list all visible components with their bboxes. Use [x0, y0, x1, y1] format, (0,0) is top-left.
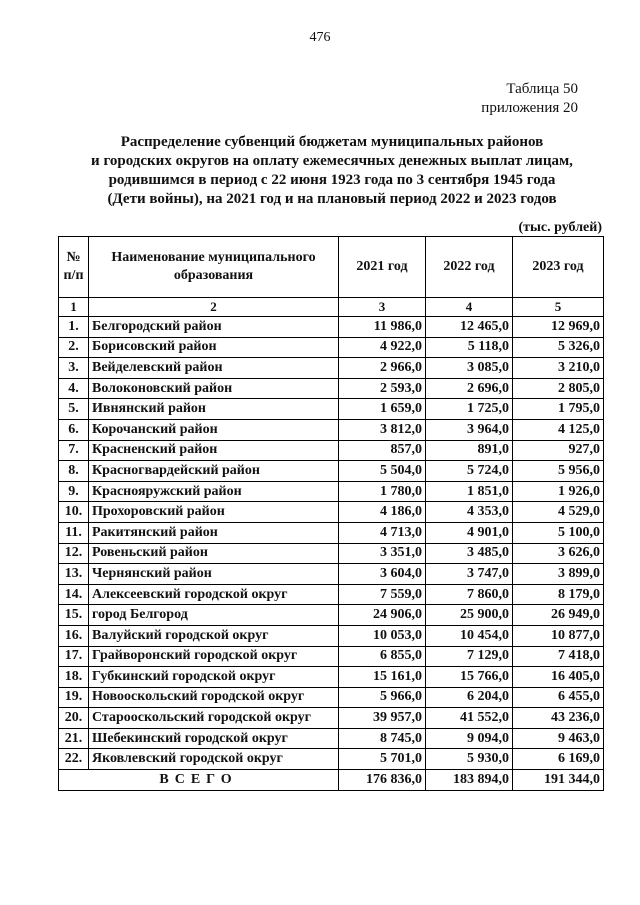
value-2023: 2 805,0	[513, 378, 604, 399]
table-reference-line2: приложения 20	[481, 100, 578, 116]
row-number: 15.	[59, 605, 89, 626]
value-2022: 5 930,0	[426, 749, 513, 770]
table-row	[59, 481, 604, 502]
value-2023: 4 125,0	[513, 419, 604, 440]
row-number: 16.	[59, 625, 89, 646]
value-2022: 9 094,0	[426, 728, 513, 749]
row-name: Яковлевский городской округ	[89, 749, 339, 770]
table-row	[59, 605, 604, 626]
value-2021: 4 922,0	[339, 337, 426, 358]
row-name: Старооскольский городской округ	[89, 708, 339, 729]
value-2023: 16 405,0	[513, 667, 604, 688]
total-2021: 176 836,0	[339, 770, 426, 791]
value-2023: 10 877,0	[513, 625, 604, 646]
value-2021: 24 906,0	[339, 605, 426, 626]
subsidy-table	[58, 236, 604, 791]
value-2021: 3 604,0	[339, 564, 426, 585]
column-number: 3	[339, 298, 426, 317]
value-2023: 5 956,0	[513, 461, 604, 482]
row-name: Красногвардейский район	[89, 461, 339, 482]
row-name: Ровеньский район	[89, 543, 339, 564]
table-row	[59, 358, 604, 379]
row-number: 14.	[59, 584, 89, 605]
row-name: Валуйский городской округ	[89, 625, 339, 646]
row-number: 21.	[59, 728, 89, 749]
value-2022: 1 725,0	[426, 399, 513, 420]
column-number: 2	[89, 298, 339, 317]
value-2021: 5 966,0	[339, 687, 426, 708]
row-number: 7.	[59, 440, 89, 461]
header-name: Наименование муниципального образования	[89, 237, 339, 298]
value-2023: 927,0	[513, 440, 604, 461]
row-name: Волоконовский район	[89, 378, 339, 399]
row-name: Борисовский район	[89, 337, 339, 358]
row-number: 2.	[59, 337, 89, 358]
row-name: город Белгород	[89, 605, 339, 626]
table-row	[59, 399, 604, 420]
value-2022: 25 900,0	[426, 605, 513, 626]
table-row	[59, 708, 604, 729]
row-name: Корочанский район	[89, 419, 339, 440]
row-number: 17.	[59, 646, 89, 667]
table-row	[59, 337, 604, 358]
row-number: 20.	[59, 708, 89, 729]
row-number: 12.	[59, 543, 89, 564]
value-2023: 12 969,0	[513, 317, 604, 338]
value-2022: 41 552,0	[426, 708, 513, 729]
document-title	[60, 133, 604, 209]
row-number: 5.	[59, 399, 89, 420]
value-2021: 10 053,0	[339, 625, 426, 646]
table-row	[59, 667, 604, 688]
value-2022: 891,0	[426, 440, 513, 461]
table-reference-line1: Таблица 50	[506, 81, 578, 97]
title-line4: (Дети войны), на 2021 год и на плановый период 2022 и 2023 годов	[107, 191, 557, 207]
header-2021: 2021 год	[339, 237, 426, 298]
row-number: 9.	[59, 481, 89, 502]
column-numbers-row	[59, 298, 604, 317]
row-name: Прохоровский район	[89, 502, 339, 523]
value-2021: 4 186,0	[339, 502, 426, 523]
value-2021: 3 812,0	[339, 419, 426, 440]
row-name: Красненский район	[89, 440, 339, 461]
row-number: 10.	[59, 502, 89, 523]
row-number: 11.	[59, 522, 89, 543]
table-row	[59, 317, 604, 338]
row-name: Белгородский район	[89, 317, 339, 338]
value-2021: 6 855,0	[339, 646, 426, 667]
value-2022: 15 766,0	[426, 667, 513, 688]
value-2022: 3 964,0	[426, 419, 513, 440]
row-number: 22.	[59, 749, 89, 770]
value-2022: 5 724,0	[426, 461, 513, 482]
title-line2: и городских округов на оплату ежемесячных денежных выплат лицам,	[91, 153, 573, 169]
page-number: 476	[309, 30, 331, 45]
row-number: 1.	[59, 317, 89, 338]
value-2021: 15 161,0	[339, 667, 426, 688]
value-2022: 3 485,0	[426, 543, 513, 564]
value-2023: 5 326,0	[513, 337, 604, 358]
table-row	[59, 584, 604, 605]
value-2021: 857,0	[339, 440, 426, 461]
header-2023: 2023 год	[513, 237, 604, 298]
table-row	[59, 461, 604, 482]
total-row	[59, 770, 604, 791]
value-2021: 4 713,0	[339, 522, 426, 543]
total-label: ВСЕГО	[59, 770, 339, 791]
table-row	[59, 728, 604, 749]
value-2022: 12 465,0	[426, 317, 513, 338]
value-2022: 5 118,0	[426, 337, 513, 358]
value-2022: 6 204,0	[426, 687, 513, 708]
title-line3: родившимся в период с 22 июня 1923 года по 3 сентября 1945 года	[108, 172, 556, 188]
value-2023: 3 210,0	[513, 358, 604, 379]
value-2023: 1 926,0	[513, 481, 604, 502]
table-row	[59, 522, 604, 543]
table-row	[59, 543, 604, 564]
value-2023: 6 455,0	[513, 687, 604, 708]
value-2022: 7 129,0	[426, 646, 513, 667]
row-name: Шебекинский городской округ	[89, 728, 339, 749]
row-name: Вейделевский район	[89, 358, 339, 379]
total-2022: 183 894,0	[426, 770, 513, 791]
value-2021: 5 701,0	[339, 749, 426, 770]
value-2021: 3 351,0	[339, 543, 426, 564]
value-2023: 6 169,0	[513, 749, 604, 770]
row-name: Краснояружский район	[89, 481, 339, 502]
row-number: 13.	[59, 564, 89, 585]
row-number: 6.	[59, 419, 89, 440]
header-2022: 2022 год	[426, 237, 513, 298]
value-2023: 8 179,0	[513, 584, 604, 605]
value-2023: 7 418,0	[513, 646, 604, 667]
value-2023: 26 949,0	[513, 605, 604, 626]
value-2023: 1 795,0	[513, 399, 604, 420]
table-row	[59, 687, 604, 708]
value-2022: 7 860,0	[426, 584, 513, 605]
row-number: 8.	[59, 461, 89, 482]
value-2022: 4 901,0	[426, 522, 513, 543]
row-name: Алексеевский городской округ	[89, 584, 339, 605]
table-row	[59, 564, 604, 585]
table-row	[59, 646, 604, 667]
value-2021: 7 559,0	[339, 584, 426, 605]
header-row	[59, 237, 604, 298]
total-2023: 191 344,0	[513, 770, 604, 791]
value-2023: 3 899,0	[513, 564, 604, 585]
row-number: 18.	[59, 667, 89, 688]
table-row	[59, 419, 604, 440]
value-2021: 5 504,0	[339, 461, 426, 482]
row-number: 19.	[59, 687, 89, 708]
value-2022: 10 454,0	[426, 625, 513, 646]
value-2022: 4 353,0	[426, 502, 513, 523]
units-label: (тыс. рублей)	[518, 220, 602, 235]
column-number: 1	[59, 298, 89, 317]
table-row	[59, 440, 604, 461]
value-2022: 1 851,0	[426, 481, 513, 502]
table-row	[59, 625, 604, 646]
value-2021: 2 966,0	[339, 358, 426, 379]
table-row	[59, 502, 604, 523]
value-2023: 43 236,0	[513, 708, 604, 729]
table-row	[59, 378, 604, 399]
value-2023: 5 100,0	[513, 522, 604, 543]
value-2021: 1 780,0	[339, 481, 426, 502]
row-name: Губкинский городской округ	[89, 667, 339, 688]
value-2023: 4 529,0	[513, 502, 604, 523]
row-number: 3.	[59, 358, 89, 379]
column-number: 4	[426, 298, 513, 317]
value-2022: 3 747,0	[426, 564, 513, 585]
table-reference	[481, 80, 578, 118]
title-line1: Распределение субвенций бюджетам муниципальных районов	[120, 134, 544, 150]
value-2021: 2 593,0	[339, 378, 426, 399]
row-name: Новооскольский городской округ	[89, 687, 339, 708]
table-row	[59, 749, 604, 770]
row-name: Чернянский район	[89, 564, 339, 585]
value-2021: 11 986,0	[339, 317, 426, 338]
value-2023: 3 626,0	[513, 543, 604, 564]
value-2022: 2 696,0	[426, 378, 513, 399]
header-number: № п/п	[59, 237, 89, 298]
value-2021: 39 957,0	[339, 708, 426, 729]
column-number: 5	[513, 298, 604, 317]
value-2023: 9 463,0	[513, 728, 604, 749]
row-number: 4.	[59, 378, 89, 399]
row-name: Ракитянский район	[89, 522, 339, 543]
row-name: Ивнянский район	[89, 399, 339, 420]
value-2022: 3 085,0	[426, 358, 513, 379]
row-name: Грайворонский городской округ	[89, 646, 339, 667]
value-2021: 1 659,0	[339, 399, 426, 420]
value-2021: 8 745,0	[339, 728, 426, 749]
